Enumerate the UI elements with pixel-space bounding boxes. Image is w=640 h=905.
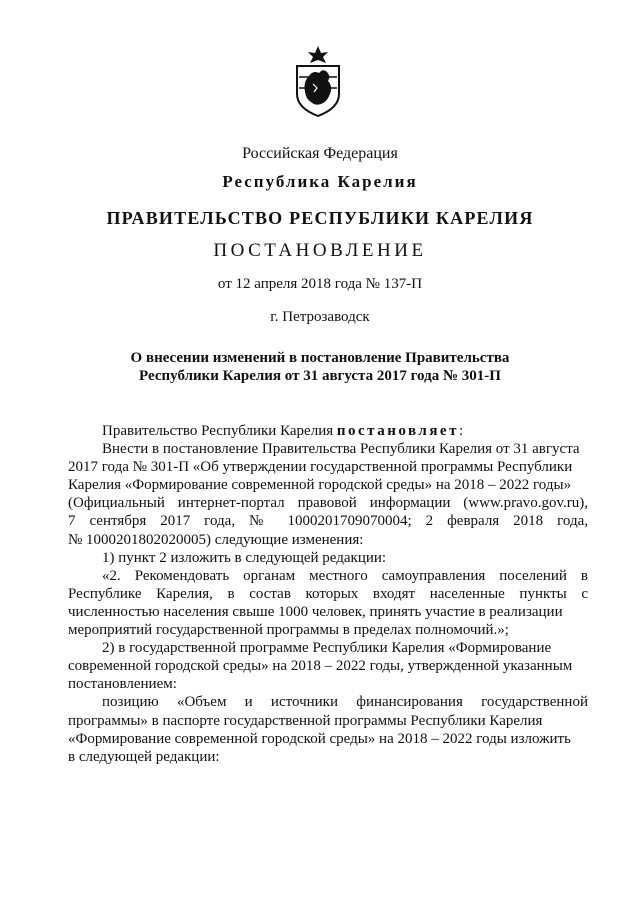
body-line: № 1000201802020005) следующие изменения: xyxy=(68,531,364,548)
document-subject xyxy=(0,349,640,385)
body-line: в следующей редакции: xyxy=(68,748,220,765)
body-line: современной городской среды» на 2018 – 2022 годы, утвержденной указанным xyxy=(68,658,573,675)
decree-preamble xyxy=(68,422,588,440)
government-title: ПРАВИТЕЛЬСТВО РЕСПУБЛИКИ КАРЕЛИЯ xyxy=(106,208,534,228)
body-line: Республике Карелия, в состав которых входят населенные пункты с xyxy=(68,585,588,602)
body-line: программы» в паспорте государственной программы Республики Карелия xyxy=(68,712,543,729)
body-line: Карелия «Формирование современной городской среды» на 2018 – 2022 годы» xyxy=(68,477,572,494)
republic-name: Республика Карелия xyxy=(222,172,418,191)
preamble-lead: Правительство Республики Карелия xyxy=(102,423,337,439)
body-line: численностью населения свыше 1000 человек, принять участие в реализации xyxy=(68,603,563,620)
date-and-number: от 12 апреля 2018 года № 137-П xyxy=(217,276,423,292)
body-line: «Формирование современной городской среды» на 2018 – 2022 годы изложить xyxy=(68,730,571,747)
country-name: Российская Федерация xyxy=(242,145,398,162)
document-body xyxy=(68,422,588,766)
subject-line-1: О внесении изменений в постановление Правительства xyxy=(130,350,510,366)
preamble-tail: : xyxy=(458,423,464,439)
body-line: Внести в постановление Правительства Республики Карелия от 31 августа xyxy=(102,441,580,458)
body-line: 2) в государственной программе Республики Карелия «Формирование xyxy=(102,640,552,657)
body-line: 2017 года № 301-П «Об утверждении государственной программы Республики xyxy=(68,459,573,476)
subject-line-2: Республики Карелия от 31 августа 2017 года № 301-П xyxy=(139,368,501,384)
document-type: ПОСТАНОВЛЕНИЕ xyxy=(213,240,427,261)
body-line: мероприятий государственной программы в пределах полномочий.»; xyxy=(68,622,509,639)
body-line: позицию «Объем и источники финансирования государственной xyxy=(102,694,588,711)
preamble-keyword: постановляет xyxy=(336,423,459,439)
body-line: 1) пункт 2 изложить в следующей редакции: xyxy=(102,549,387,566)
body-line: 7 сентября 2017 года, № 1000201709070004; 2 февраля 2018 года, xyxy=(68,513,588,530)
karelia-coat-of-arms-icon xyxy=(291,44,345,118)
body-line: постановлением: xyxy=(68,676,177,693)
body-line: (Официальный интернет-портал правовой информации (www.pravo.gov.ru), xyxy=(68,495,588,512)
city: г. Петрозаводск xyxy=(270,309,370,325)
body-line: «2. Рекомендовать органам местного самоуправления поселений в xyxy=(102,567,588,584)
